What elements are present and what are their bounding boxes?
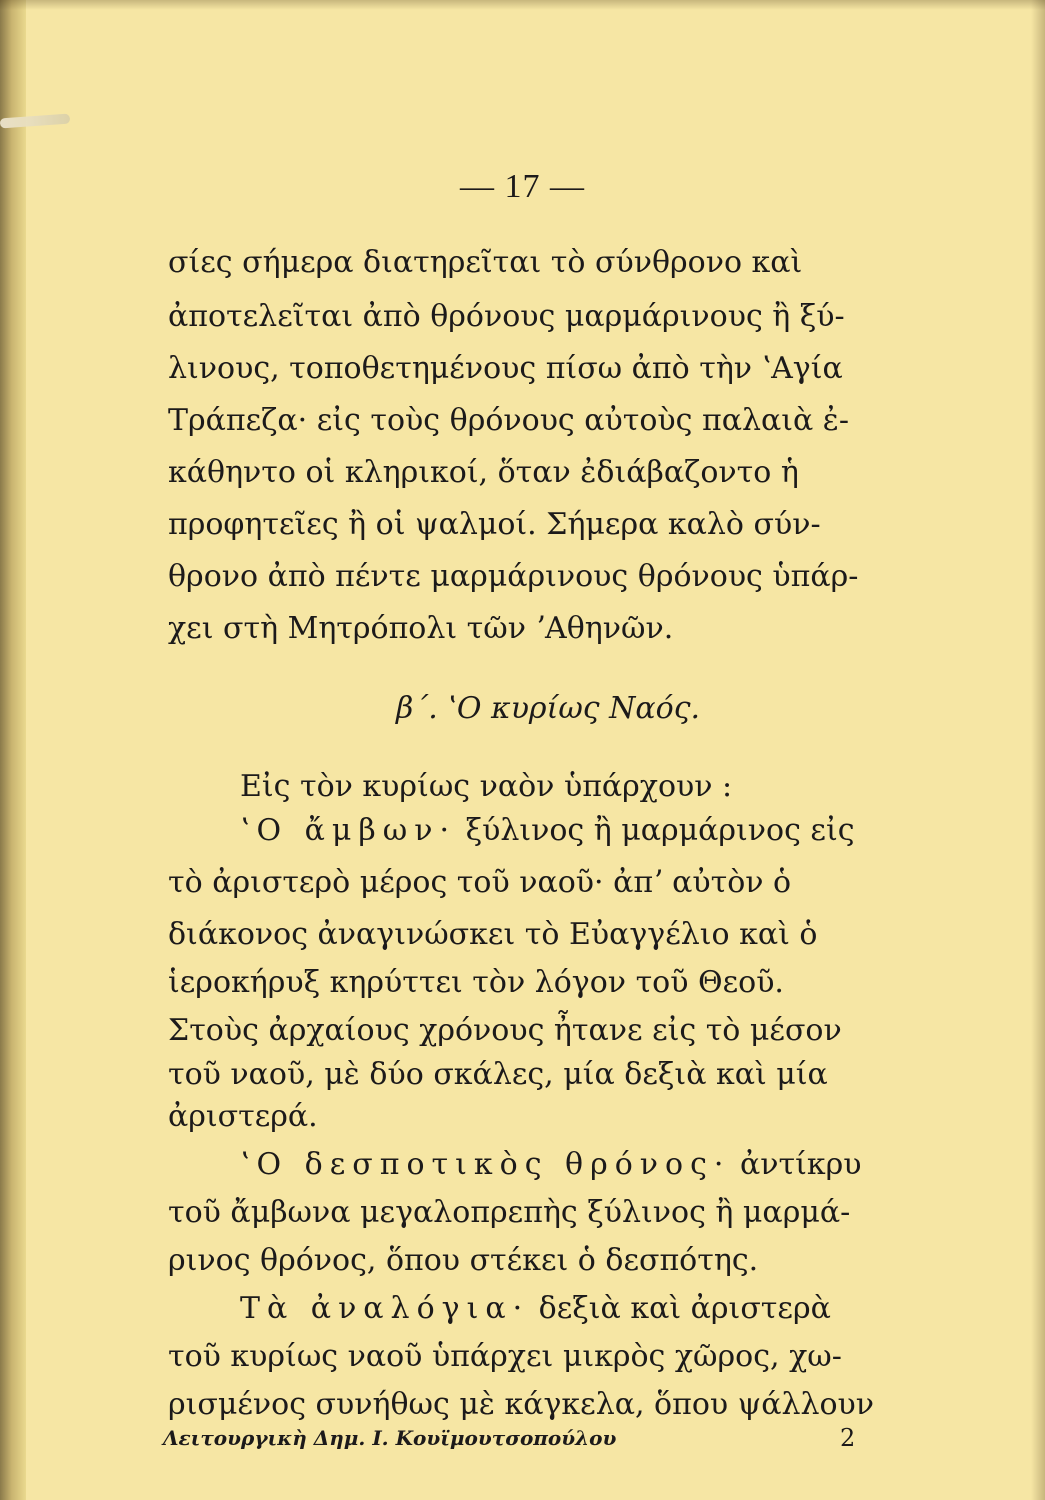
analogia-paragraph-line-1 (240, 1292, 831, 1326)
paragraph1-line-7: θρονο ἀπὸ πέντε μαρμάρινους θρόνους ὑπάρ- (168, 559, 859, 594)
paragraph1-line-1: σίες σήμερα διατηρεῖται τὸ σύνθρονο καὶ (168, 245, 803, 280)
ambon-paragraph-line-5: Στοὺς ἀρχαίους χρόνους ἦτανε εἰς τὸ μέσον (168, 1013, 842, 1048)
section-heading: β΄. ʽΟ κυρίως Ναός. (395, 691, 701, 726)
page-number: — 17 — (460, 168, 585, 205)
paragraph1-line-3: λινους, τοποθετημένους πίσω ἀπὸ τὴν ʽΑγία (168, 351, 843, 386)
ambon-paragraph-line-3: διάκονος ἀναγινώσκει τὸ Εὐαγγέλιο καὶ ὁ (168, 917, 818, 952)
analogia-term: Τὰ ἀναλόγια· (240, 1291, 530, 1326)
throne-paragraph-line-2: τοῦ ἄμβωνα μεγαλοπρεπὴς ξύλινος ἢ μαρμά- (168, 1195, 851, 1230)
throne-line-1-text: ἀντίκρυ (739, 1147, 862, 1182)
text-column (168, 0, 928, 1500)
ambon-paragraph-line-1 (240, 814, 855, 848)
paragraph1-line-6: προφητεῖες ἢ οἱ ψαλμοί. Σήμερα καλὸ σύν- (168, 507, 821, 542)
book-spine (0, 0, 26, 1500)
paragraph1-line-8: χει στὴ Μητρόπολι τῶν ʼΑθηνῶν. (168, 611, 674, 646)
analogia-line-1-text: δεξιὰ καὶ ἀριστερὰ (538, 1291, 831, 1326)
footer-credit: Λειτουργικὴ Δημ. Ι. Κουϊμουτσοπούλου (163, 1426, 617, 1450)
ambon-paragraph-line-4: ἱεροκήρυξ κηρύττει τὸν λόγον τοῦ Θεοῦ. (168, 965, 784, 1000)
ambon-line-1-text: ξύλινος ἢ μαρμάρινος εἰς (465, 813, 855, 848)
throne-paragraph-line-1 (240, 1148, 861, 1182)
page-edge-shadow (1031, 0, 1045, 1500)
analogia-paragraph-line-3: ρισμένος συνήθως μὲ κάγκελα, ὅπου ψάλλουν (168, 1387, 875, 1422)
signature-mark: 2 (840, 1424, 856, 1452)
ambon-term: ʽΟ ἄμβων· (240, 813, 457, 848)
paragraph1-line-2: ἀποτελεῖται ἀπὸ θρόνους μαρμάρινους ἢ ξύ- (168, 299, 845, 334)
throne-paragraph-line-3: ρινος θρόνος, ὅπου στέκει ὁ δεσπότης. (168, 1243, 759, 1278)
throne-term: ʽΟ δεσποτικὸς θρόνος· (240, 1147, 731, 1182)
ambon-paragraph-line-6: τοῦ ναοῦ, μὲ δύο σκάλες, μία δεξιὰ καὶ μία (168, 1057, 828, 1092)
ambon-paragraph-line-7: ἀριστερά. (168, 1099, 318, 1134)
intro-line: Εἰς τὸν κυρίως ναὸν ὑπάρχουν : (240, 769, 733, 804)
paragraph1-line-5: κάθηντο οἱ κληρικοί, ὅταν ἐδιάβαζοντο ἡ (168, 455, 799, 490)
ambon-paragraph-line-2: τὸ ἀριστερὸ μέρος τοῦ ναοῦ· ἀπʼ αὐτὸν ὁ (168, 865, 792, 900)
paragraph1-line-4: Τράπεζα· εἰς τοὺς θρόνους αὐτοὺς παλαιὰ ἐ- (168, 403, 850, 438)
analogia-paragraph-line-2: τοῦ κυρίως ναοῦ ὑπάρχει μικρὸς χῶρος, χω- (168, 1339, 842, 1374)
